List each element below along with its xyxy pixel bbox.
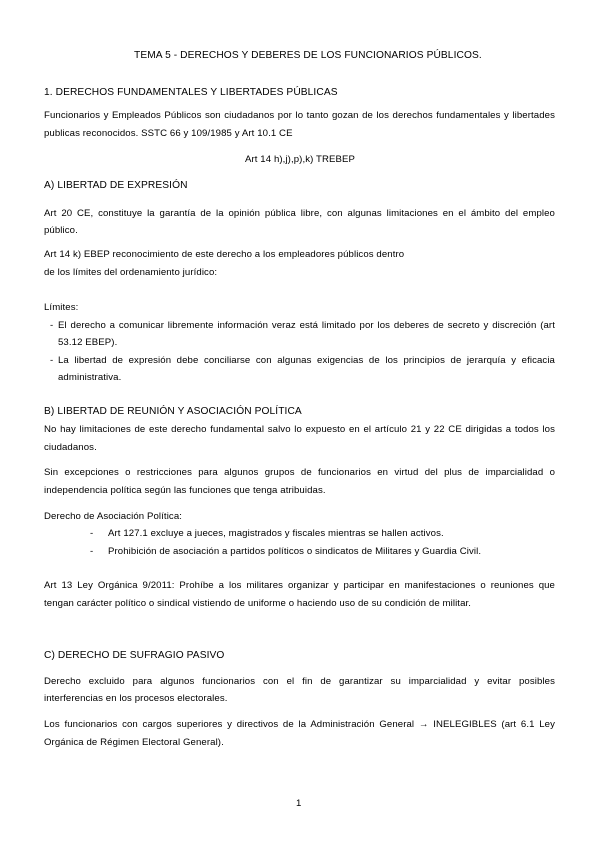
- trebep-reference: Art 14 h),j),p),k) TREBEP: [244, 154, 355, 165]
- paragraph-line: Orgánica de Régimen Electoral General).: [44, 737, 224, 748]
- paragraph-line: Los funcionarios con cargos superiores y directivos de la Administración General → INELEGIBLES (art 6.1 Ley: [44, 719, 555, 730]
- paragraph-line: público.: [44, 225, 78, 236]
- paragraph-line: independencia política según las funciones que tenga atribuidas.: [44, 485, 326, 496]
- paragraph-line: de los límites del ordenamiento jurídico:: [44, 267, 218, 278]
- section-heading-libertad-reunion: B) LIBERTAD DE REUNIÓN Y ASOCIACIÓN POLÍTICA: [44, 406, 302, 417]
- paragraph-line: Art 13 Ley Orgánica 9/2011: Prohíbe a los militares organizar y participar en manifestaciones o reuniones que: [44, 580, 555, 591]
- document-title: TEMA 5 - DERECHOS Y DEBERES DE LOS FUNCIONARIOS PÚBLICOS.: [134, 50, 482, 61]
- list-item-line: El derecho a comunicar libremente información veraz está limitado por los deberes de secreto y discreción (art: [58, 320, 555, 331]
- section-heading-libertad-expresion: A) LIBERTAD DE EXPRESIÓN: [44, 180, 188, 191]
- list-dash: -: [90, 546, 94, 557]
- paragraph-line: ciudadanos.: [44, 442, 97, 453]
- paragraph-line: Art 20 CE, constituye la garantía de la opinión pública libre, con algunas limitaciones en el ámbito del empleo: [44, 208, 555, 219]
- paragraph-line: interferencias en los procesos electorales.: [44, 693, 228, 704]
- paragraph-line: tengan carácter político o sindical vistiendo de uniforme o haciendo uso de su condición de militar.: [44, 598, 472, 609]
- page-number: 1: [296, 798, 302, 809]
- list-dash: -: [50, 320, 54, 331]
- list-dash: -: [50, 355, 54, 366]
- section-heading-derechos-fundamentales: 1. DERECHOS FUNDAMENTALES Y LIBERTADES PÚBLICAS: [44, 87, 338, 98]
- paragraph-line: Art 14 k) EBEP reconocimiento de este derecho a los empleadores públicos dentro: [44, 249, 405, 260]
- list-item-line: Prohibición de asociación a partidos políticos o sindicatos de Militares y Guardia Civil.: [108, 546, 482, 557]
- paragraph-line: Sin excepciones o restricciones para algunos grupos de funcionarios en virtud del plus de imparcialidad o: [44, 467, 555, 478]
- list-item-line: Art 127.1 excluye a jueces, magistrados y fiscales mientras se hallen activos.: [108, 528, 444, 539]
- paragraph-line: No hay limitaciones de este derecho fundamental salvo lo expuesto en el artículo 21 y 22 CE dirigidas a todos los: [44, 424, 555, 435]
- paragraph-line: Derecho excluido para algunos funcionarios con el fin de garantizar su imparcialidad y evitar posibles: [44, 676, 555, 687]
- list-item-line: 53.12 EBEP).: [58, 337, 118, 348]
- limits-label: Límites:: [44, 302, 79, 313]
- list-dash: -: [90, 528, 94, 539]
- section-heading-sufragio-pasivo: C) DERECHO DE SUFRAGIO PASIVO: [44, 650, 225, 661]
- assoc-label: Derecho de Asociación Política:: [44, 511, 183, 522]
- list-item-line: administrativa.: [58, 372, 122, 383]
- list-item-line: La libertad de expresión debe conciliarse con algunas exigencias de los principios de jerarquía y eficacia: [58, 355, 555, 366]
- paragraph-line: Funcionarios y Empleados Públicos son ciudadanos por lo tanto gozan de los derechos fundamentales y libertades: [44, 110, 555, 121]
- paragraph-line: publicas reconocidos. SSTC 66 y 109/1985 y Art 10.1 CE: [44, 128, 293, 139]
